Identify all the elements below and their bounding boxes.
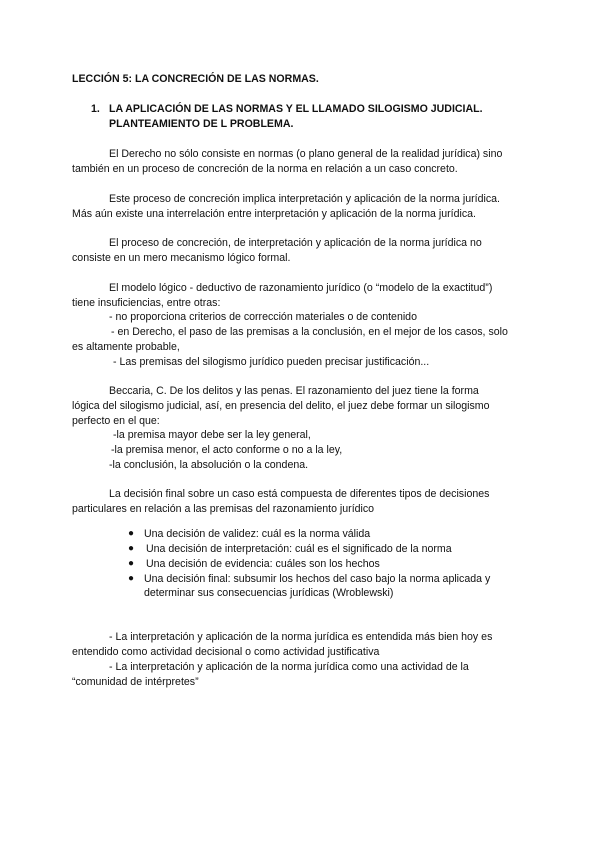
paragraph-2-line-1: Este proceso de concreción implica interpretación y aplicación de la norma jurídica.	[109, 193, 500, 205]
paragraph-3-line-1: El proceso de concreción, de interpretación y aplicación de la norma jurídica no	[109, 237, 482, 249]
paragraph-4-line-4: - en Derecho, el paso de las premisas a la conclusión, en el mejor de los casos, solo	[111, 326, 508, 338]
section-number: 1.	[91, 103, 100, 115]
bullet-icon: ●	[128, 558, 135, 569]
section-title-line-1: LA APLICACIÓN DE LAS NORMAS Y EL LLAMADO SILOGISMO JUDICIAL.	[109, 103, 483, 115]
paragraph-1-line-2: también en un proceso de concreción de la norma en relación a un caso concreto.	[72, 163, 458, 175]
paragraph-1-line-1: El Derecho no sólo consiste en normas (o plano general de la realidad jurídica) sino	[109, 148, 503, 160]
list-item-evidencia: Una decisión de evidencia: cuáles son los hechos	[146, 558, 380, 570]
paragraph-5-line-1: Beccaria, C. De los delitos y las penas. El razonamiento del juez tiene la forma	[109, 385, 479, 397]
paragraph-6-line-2: particulares en relación a las premisas del razonamiento jurídico	[72, 503, 375, 515]
list-item-final-line-2: determinar sus consecuencias jurídicas (Wroblewski)	[144, 587, 394, 599]
paragraph-7-line-2: entendido como actividad decisional o como actividad justificativa	[72, 646, 380, 658]
paragraph-5-line-2: lógica del silogismo judicial, así, en presencia del delito, el juez debe formar un silogismo	[72, 400, 490, 412]
paragraph-4-line-1: El modelo lógico - deductivo de razonamiento jurídico (o “modelo de la exactitud”)	[109, 282, 493, 294]
paragraph-5-line-3: perfecto en el que:	[72, 415, 160, 427]
paragraph-4-line-2: tiene insuficiencias, entre otras:	[72, 297, 221, 309]
paragraph-3-line-2: consiste en un mero mecanismo lógico formal.	[72, 252, 291, 264]
paragraph-4-line-6: - Las premisas del silogismo jurídico pueden precisar justificación...	[113, 356, 430, 368]
paragraph-5-line-4: -la premisa mayor debe ser la ley general,	[113, 429, 311, 441]
lesson-title: LECCIÓN 5: LA CONCRECIÓN DE LAS NORMAS.	[72, 73, 319, 85]
paragraph-7-line-3: - La interpretación y aplicación de la norma jurídica como una actividad de la	[109, 661, 469, 673]
paragraph-7-line-1: - La interpretación y aplicación de la norma jurídica es entendida más bien hoy es	[109, 631, 493, 643]
bullet-icon: ●	[128, 528, 135, 539]
bullet-icon: ●	[128, 573, 135, 584]
list-item-final-line-1: Una decisión final: subsumir los hechos del caso bajo la norma aplicada y	[144, 573, 491, 585]
bullet-icon: ●	[128, 543, 135, 554]
paragraph-4-line-3: - no proporciona criterios de corrección materiales o de contenido	[109, 311, 417, 323]
list-item-interpretacion: Una decisión de interpretación: cuál es el significado de la norma	[146, 543, 452, 555]
paragraph-7-line-4: “comunidad de intérpretes”	[72, 676, 199, 688]
paragraph-6-line-1: La decisión final sobre un caso está compuesta de diferentes tipos de decisiones	[109, 488, 490, 500]
paragraph-5-line-6: -la conclusión, la absolución o la condena.	[109, 459, 309, 471]
list-item-validez: Una decisión de validez: cuál es la norma válida	[144, 528, 371, 540]
section-title-line-2: PLANTEAMIENTO DE L PROBLEMA.	[109, 118, 294, 130]
paragraph-5-line-5: -la premisa menor, el acto conforme o no a la ley,	[111, 444, 343, 456]
paragraph-2-line-2: Más aún existe una interrelación entre interpretación y aplicación de la norma jurídica.	[72, 208, 476, 220]
paragraph-4-line-5: es altamente probable,	[72, 341, 180, 353]
